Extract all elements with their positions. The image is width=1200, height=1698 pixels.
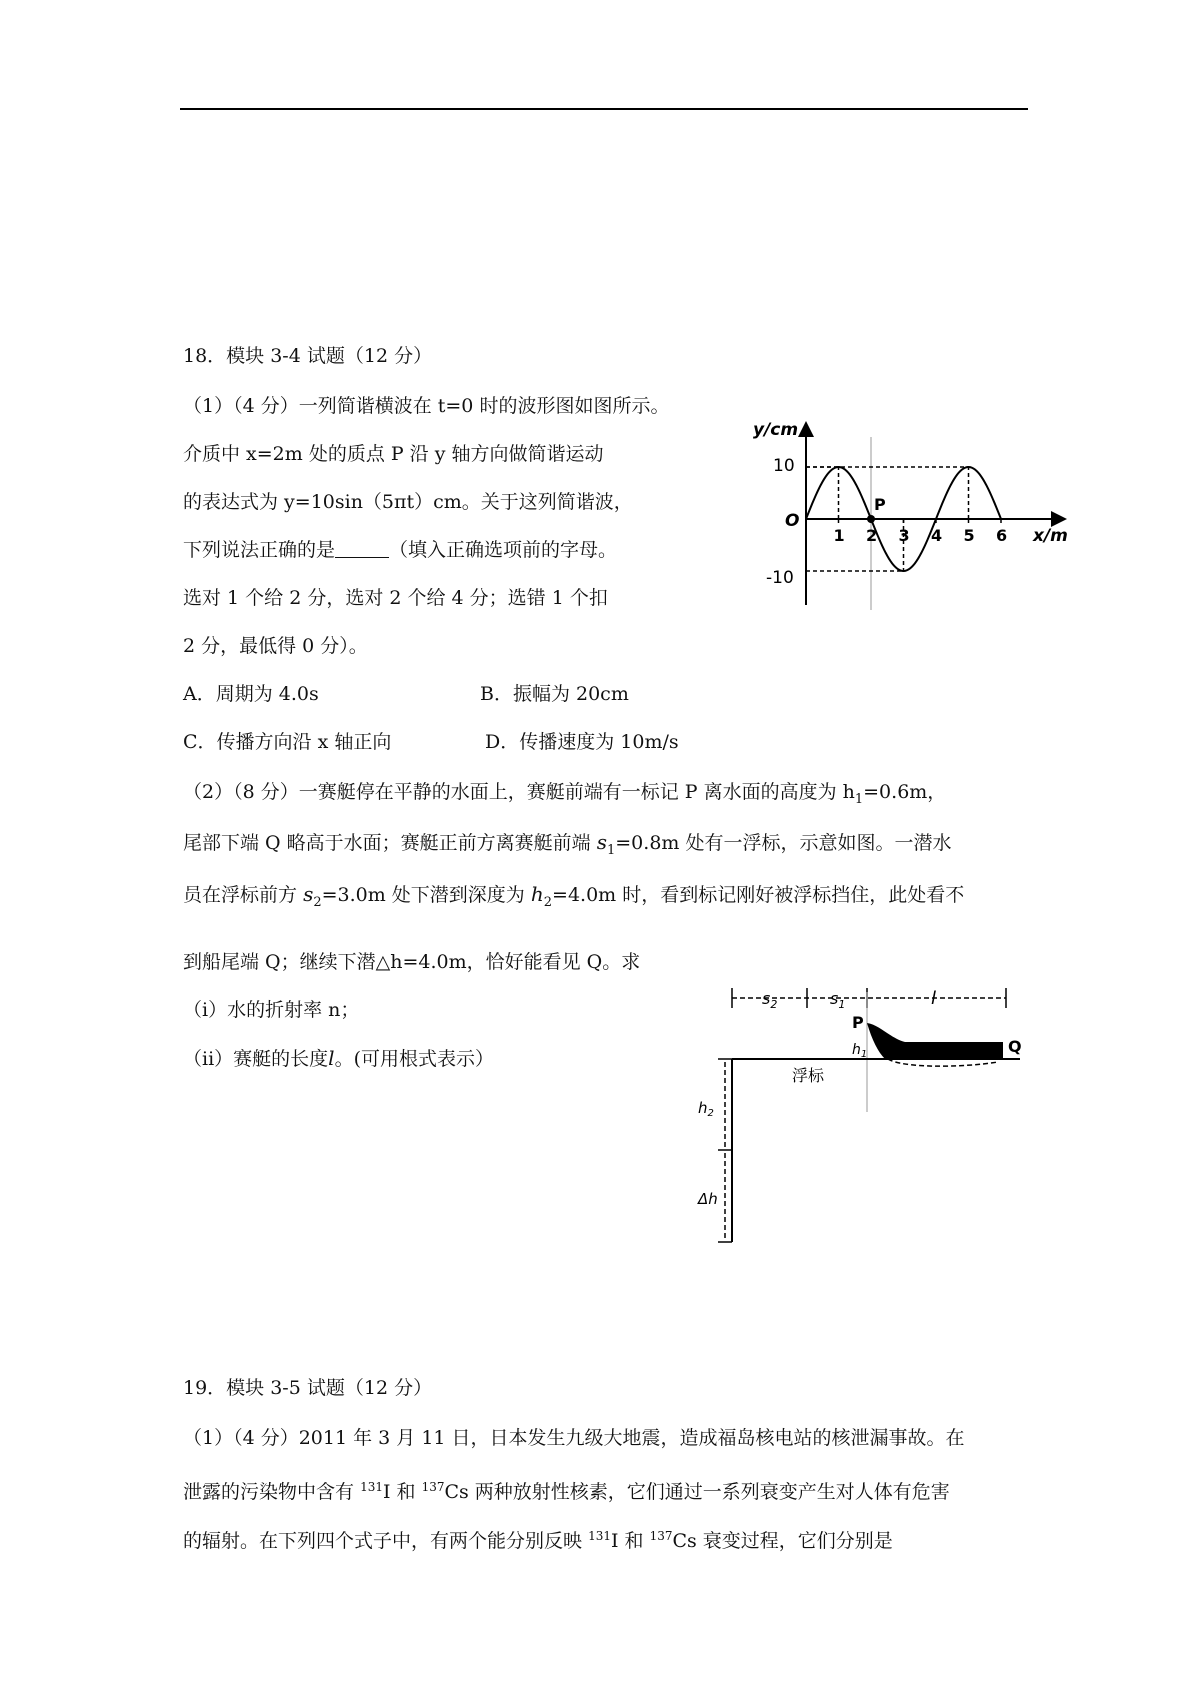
s1-subscript: 1 <box>606 843 616 858</box>
x-axis-label: x/m <box>1033 526 1068 546</box>
h1-subscript: 1 <box>854 792 864 807</box>
x-tick-label: 1 <box>833 526 845 545</box>
s2-subscript: 2 <box>313 895 322 910</box>
float-label: 浮标 <box>792 1066 825 1085</box>
x-tick-label: 4 <box>931 526 943 545</box>
q18-p1-line4 <box>183 537 617 563</box>
l-label: l <box>931 988 937 1009</box>
q18-p2-line4: 到船尾端 Q；继续下潜△h=4.0m，恰好能看见 Q。求 <box>183 951 641 973</box>
q18-p1-line3: 的表达式为 y=10sin（5πt）cm。关于这列简谐波， <box>183 491 633 513</box>
l-symbol: l <box>328 1046 335 1070</box>
point-p <box>867 515 875 523</box>
boat-hull <box>867 1023 1003 1059</box>
option-b: B．振幅为 20cm <box>480 683 629 705</box>
origin-label: O <box>785 511 800 531</box>
q19-line3-text: 的辐射。在下列四个式子中，有两个能分别反映 <box>183 1530 583 1552</box>
q18-p2-line2 <box>183 829 951 864</box>
x-tick-label: 6 <box>996 526 1008 545</box>
point-p-label: P <box>874 495 886 514</box>
q18-p2-line1 <box>183 779 946 813</box>
q18-p2-line3-mid: =3.0m 处下潜到深度为 <box>321 884 525 906</box>
h2-symbol: h <box>530 882 544 906</box>
h2-label: $h_2$ <box>698 1099 714 1119</box>
s1-symbol: s <box>596 830 607 854</box>
q18-p1-line4-rest: （填入正确选项前的字母。 <box>389 539 618 561</box>
q19-line1: （1）（4 分）2011 年 3 月 11 日，日本发生九级大地震，造成福岛核电站的核泄漏事故。在 <box>183 1427 965 1449</box>
cesium-mass-number: 137 <box>421 1480 445 1494</box>
q19-line2-rest: Cs 两种放射性核素，它们通过一系列衰变产生对人体有危害 <box>444 1481 950 1503</box>
q18-p1-line4-text: 下列说法正确的是 <box>183 539 336 561</box>
q18-part-ii-text: （ii）赛艇的长度 <box>183 1048 329 1070</box>
q18-p1-line2: 介质中 x=2m 处的质点 P 沿 y 轴方向做简谐运动 <box>183 443 604 465</box>
q18-p2-line2-text: 尾部下端 Q 略高于水面；赛艇正前方离赛艇前端 <box>183 832 591 854</box>
q18-title: 18．模块 3-4 试题（12 分） <box>183 345 433 367</box>
q18-p2-line3-text: 员在浮标前方 <box>183 884 298 906</box>
q18-p2-line3 <box>183 881 964 916</box>
iodine-symbol: I 和 <box>382 1481 416 1503</box>
q19-title: 19．模块 3-5 试题（12 分） <box>183 1377 433 1399</box>
cesium-mass-number-2: 137 <box>649 1529 673 1543</box>
q18-p2-line1-text: （2）（8 分）一赛艇停在平静的水面上，赛艇前端有一标记 P 离水面的高度为 h <box>183 781 855 803</box>
q18-part-ii-rest: 。(可用根式表示） <box>334 1048 494 1070</box>
boat-diagram <box>690 980 1035 1245</box>
h1-label: $h_1$ <box>852 1042 868 1060</box>
option-a: A．周期为 4.0s <box>183 683 319 705</box>
q19-line3 <box>183 1523 893 1554</box>
dh-label: Δh <box>698 1190 718 1208</box>
q18-p2-line2-rest: =0.8m 处有一浮标，示意如图。一潜水 <box>615 832 952 854</box>
x-tick-label: 5 <box>963 526 975 545</box>
answer-blank <box>335 541 389 558</box>
y-tick-10: 10 <box>773 456 795 476</box>
q-label: Q <box>1008 1037 1022 1056</box>
q18-p2-line3-rest: =4.0m 时，看到标记刚好被浮标挡住，此处看不 <box>552 884 965 906</box>
option-c: C．传播方向沿 x 轴正向 <box>183 731 392 753</box>
q18-part-ii <box>183 1045 494 1072</box>
boat-bottom-dashed <box>888 1059 998 1066</box>
y-axis-label: y/cm <box>753 420 799 440</box>
x-tick-label: 2 <box>866 526 878 545</box>
q19-line2 <box>183 1474 950 1505</box>
q18-part-i: （i）水的折射率 n； <box>183 999 360 1021</box>
s2-label: $s_2$ <box>762 989 778 1011</box>
q19-line3-rest: Cs 衰变过程，它们分别是 <box>672 1530 893 1552</box>
iodine-mass-number: 131 <box>360 1480 383 1494</box>
q18-p1-line6: 2 分，最低得 0 分）。 <box>183 635 368 657</box>
iodine-symbol-2: I 和 <box>610 1530 644 1552</box>
option-d: D．传播速度为 10m/s <box>485 731 679 753</box>
header-rule <box>180 108 1028 110</box>
h2-subscript: 2 <box>543 895 553 910</box>
y-tick-minus10: -10 <box>766 568 794 588</box>
s2-symbol: s <box>303 882 314 906</box>
q18-p1-line1: （1）（4 分）一列简谐横波在 t=0 时的波形图如图所示。 <box>183 395 670 417</box>
wave-graph <box>745 415 1080 615</box>
iodine-mass-number-2: 131 <box>588 1529 611 1543</box>
q19-line2-text: 泄露的污染物中含有 <box>183 1481 355 1503</box>
q18-p1-line5: 选对 1 个给 2 分，选对 2 个给 4 分；选错 1 个扣 <box>183 587 608 609</box>
s1-label: $s_1$ <box>830 989 846 1011</box>
p-label: P <box>852 1013 864 1032</box>
q18-p2-line1-rest: =0.6m， <box>863 781 947 803</box>
x-tick-label: 3 <box>898 526 910 545</box>
